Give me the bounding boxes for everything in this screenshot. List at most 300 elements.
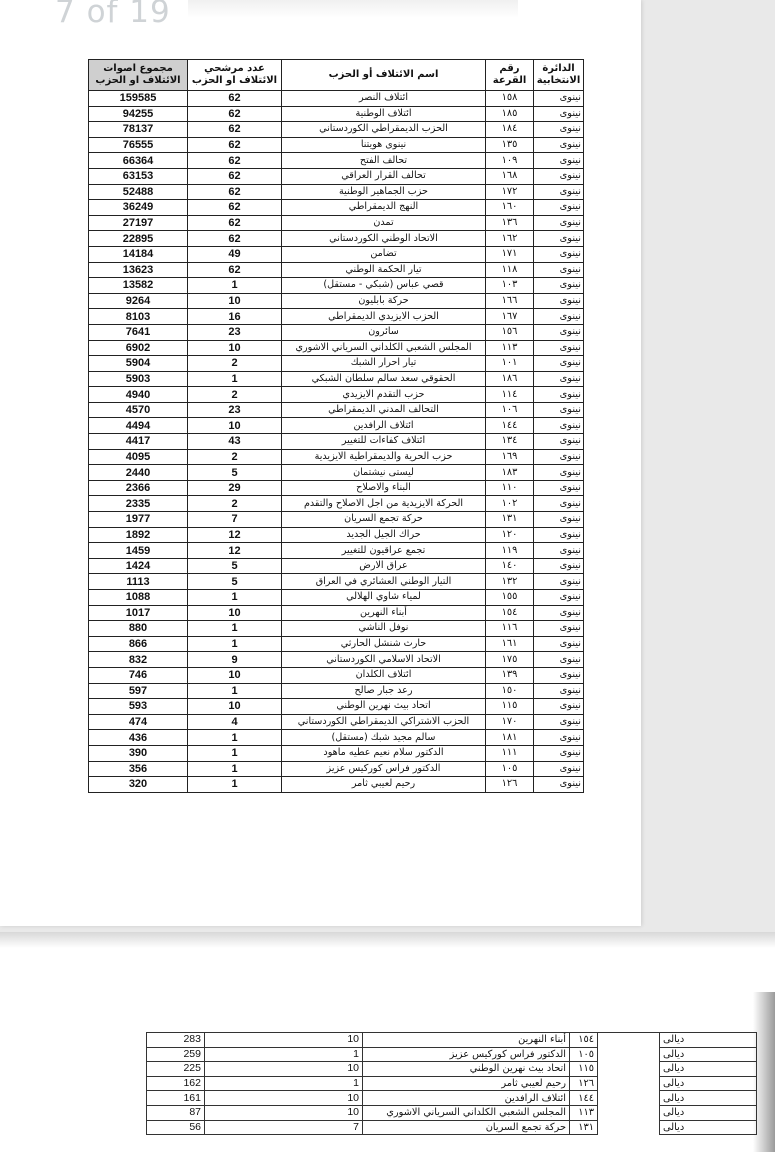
candidate-count-cell: 2	[188, 387, 282, 403]
table-row	[89, 184, 584, 200]
ballot-number-cell: ١٣١	[486, 512, 534, 528]
spacer-cell	[598, 1076, 660, 1091]
party-name-cell: تجمع عراقيون للتغيير	[282, 543, 486, 559]
ballot-number-cell: ١٦٨	[486, 168, 534, 184]
candidate-count-cell: 1	[205, 1047, 363, 1062]
table-row	[89, 605, 584, 621]
district-cell: نينوى	[534, 449, 584, 465]
ballot-number-cell: ١٢٠	[486, 527, 534, 543]
party-name-cell: المجلس الشعبي الكلداني السرياني الاشوري	[282, 340, 486, 356]
vote-total-cell: 1977	[89, 512, 188, 528]
table-row	[89, 667, 584, 683]
ballot-number-cell: ١٨٣	[486, 465, 534, 481]
page-indicator: 7 of 19	[55, 0, 171, 30]
vote-total-cell: 597	[89, 683, 188, 699]
table-row	[89, 590, 584, 606]
party-name-cell: اتحاد بيث نهرين الوطني	[282, 699, 486, 715]
party-name-cell: التحالف المدني الديمقراطي	[282, 402, 486, 418]
district-cell: نينوى	[534, 543, 584, 559]
table-row	[147, 1047, 757, 1062]
table-row	[89, 761, 584, 777]
candidate-count-cell: 16	[188, 309, 282, 325]
header-candidate-count: عدد مرشحي الائتلاف او الحزب	[188, 60, 282, 91]
candidate-count-cell: 1	[188, 278, 282, 294]
candidate-count-cell: 62	[188, 200, 282, 216]
district-cell: نينوى	[534, 356, 584, 372]
district-cell: نينوى	[534, 434, 584, 450]
candidate-count-cell: 62	[188, 262, 282, 278]
diyala-results-table	[146, 1032, 757, 1135]
district-cell: نينوى	[534, 777, 584, 793]
ballot-number-cell: ١٧٥	[486, 652, 534, 668]
district-cell: نينوى	[534, 558, 584, 574]
table-row	[89, 714, 584, 730]
table-row	[89, 496, 584, 512]
party-name-cell: حراك الجيل الجديد	[282, 527, 486, 543]
ballot-number-cell: ١٥٦	[486, 324, 534, 340]
table-row	[89, 449, 584, 465]
results-table	[88, 59, 584, 793]
party-name-cell: سائرون	[282, 324, 486, 340]
table-row	[147, 1076, 757, 1091]
ballot-number-cell: ١٣٥	[486, 137, 534, 153]
vote-total-cell: 1113	[89, 574, 188, 590]
candidate-count-cell: 62	[188, 91, 282, 107]
table-row	[89, 200, 584, 216]
table-header-row	[89, 60, 584, 91]
table-row	[89, 309, 584, 325]
ballot-number-cell: ١٢٦	[570, 1076, 598, 1091]
header-district: الدائرة الانتخابية	[534, 60, 584, 91]
ballot-number-cell: ١٨٦	[486, 371, 534, 387]
party-name-cell: رحيم لعيبي ثامر	[282, 777, 486, 793]
ballot-number-cell: ١٧٠	[486, 714, 534, 730]
spacer-cell	[598, 1105, 660, 1120]
party-name-cell: ائتلاف الوطنية	[282, 106, 486, 122]
candidate-count-cell: 29	[188, 480, 282, 496]
table-row	[89, 371, 584, 387]
district-cell: نينوى	[534, 324, 584, 340]
district-cell: نينوى	[534, 106, 584, 122]
vote-total-cell: 162	[147, 1076, 205, 1091]
party-name-cell: ائتلاف الكلدان	[282, 667, 486, 683]
party-name-cell: أبناء النهرين	[282, 605, 486, 621]
ballot-number-cell: ١٠١	[486, 356, 534, 372]
district-cell: نينوى	[534, 574, 584, 590]
vote-total-cell: 2366	[89, 480, 188, 496]
candidate-count-cell: 1	[188, 683, 282, 699]
party-name-cell: عراق الارض	[282, 558, 486, 574]
vote-total-cell: 1017	[89, 605, 188, 621]
vote-total-cell: 63153	[89, 168, 188, 184]
ballot-number-cell: ١٠٥	[486, 761, 534, 777]
candidate-count-cell: 1	[188, 590, 282, 606]
district-cell: نينوى	[534, 246, 584, 262]
table-row	[89, 91, 584, 107]
table-row	[147, 1120, 757, 1135]
ballot-number-cell: ١٠٢	[486, 496, 534, 512]
vote-total-cell: 2440	[89, 465, 188, 481]
district-cell: نينوى	[534, 293, 584, 309]
candidate-count-cell: 43	[188, 434, 282, 450]
party-name-cell: الحقوقي سعد سالم سلطان الشبكي	[282, 371, 486, 387]
party-name-cell: حزب التقدم الايزيدي	[282, 387, 486, 403]
ballot-number-cell: ١٤٤	[570, 1091, 598, 1106]
vote-total-cell: 87	[147, 1105, 205, 1120]
vote-total-cell: 161	[147, 1091, 205, 1106]
party-name-cell: لمياء شاوي الهلالي	[282, 590, 486, 606]
ballot-number-cell: ١٧٢	[486, 184, 534, 200]
table-row	[89, 402, 584, 418]
ballot-number-cell: ١٣٤	[486, 434, 534, 450]
district-cell: نينوى	[534, 683, 584, 699]
party-name-cell: نينوى هويتنا	[282, 137, 486, 153]
ballot-number-cell: ١٢٦	[486, 777, 534, 793]
vote-total-cell: 52488	[89, 184, 188, 200]
spacer-cell	[598, 1047, 660, 1062]
ballot-number-cell: ١٦١	[486, 636, 534, 652]
candidate-count-cell: 1	[188, 777, 282, 793]
results-table-body	[89, 91, 584, 793]
party-name-cell: حارث شنشل الحارثي	[282, 636, 486, 652]
ballot-number-cell: ١٦٧	[486, 309, 534, 325]
party-name-cell: سالم مجيد شبك (مستقل)	[282, 730, 486, 746]
ballot-number-cell: ١٨٤	[486, 122, 534, 138]
candidate-count-cell: 10	[188, 667, 282, 683]
candidate-count-cell: 1	[188, 621, 282, 637]
candidate-count-cell: 23	[188, 324, 282, 340]
vote-total-cell: 1424	[89, 558, 188, 574]
district-cell: ديالى	[660, 1033, 757, 1048]
table-row	[147, 1062, 757, 1077]
vote-total-cell: 259	[147, 1047, 205, 1062]
candidate-count-cell: 10	[188, 418, 282, 434]
header-party-name: اسم الائتلاف أو الحزب	[282, 60, 486, 91]
party-name-cell: النهج الديمقراطي	[282, 200, 486, 216]
district-cell: نينوى	[534, 590, 584, 606]
vote-total-cell: 56	[147, 1120, 205, 1135]
table-row	[89, 683, 584, 699]
table-row	[89, 246, 584, 262]
candidate-count-cell: 62	[188, 215, 282, 231]
ballot-number-cell: ١٦٢	[486, 231, 534, 247]
district-cell: نينوى	[534, 745, 584, 761]
candidate-count-cell: 1	[188, 636, 282, 652]
ballot-number-cell: ١١٣	[486, 340, 534, 356]
candidate-count-cell: 4	[188, 714, 282, 730]
candidate-count-cell: 62	[188, 137, 282, 153]
vote-total-cell: 94255	[89, 106, 188, 122]
candidate-count-cell: 7	[188, 512, 282, 528]
party-name-cell: الدكتور سلام نعيم عطيه ماهود	[282, 745, 486, 761]
party-name-cell: تحالف القرار العراقي	[282, 168, 486, 184]
party-name-cell: تضامن	[282, 246, 486, 262]
district-cell: نينوى	[534, 418, 584, 434]
party-name-cell: الاتحاد الاسلامي الكوردستاني	[282, 652, 486, 668]
spacer-cell	[598, 1091, 660, 1106]
district-cell: نينوى	[534, 730, 584, 746]
table-row	[89, 387, 584, 403]
spacer-cell	[598, 1033, 660, 1048]
vote-total-cell: 66364	[89, 153, 188, 169]
candidate-count-cell: 2	[188, 356, 282, 372]
candidate-count-cell: 62	[188, 168, 282, 184]
party-name-cell: التيار الوطني العشائري في العراق	[282, 574, 486, 590]
candidate-count-cell: 62	[188, 184, 282, 200]
candidate-count-cell: 1	[188, 761, 282, 777]
party-name-cell: تمدن	[282, 215, 486, 231]
district-cell: نينوى	[534, 496, 584, 512]
table-row	[89, 215, 584, 231]
district-cell: ديالى	[660, 1105, 757, 1120]
vote-total-cell: 13582	[89, 278, 188, 294]
district-cell: نينوى	[534, 621, 584, 637]
district-cell: نينوى	[534, 278, 584, 294]
candidate-count-cell: 62	[188, 153, 282, 169]
header-vote-total: مجموع اصوات الائتلاف او الحزب	[89, 60, 188, 91]
candidate-count-cell: 7	[205, 1120, 363, 1135]
party-name-cell: الدكتور فراس كوركيس عزيز	[282, 761, 486, 777]
vote-total-cell: 283	[147, 1033, 205, 1048]
vote-total-cell: 320	[89, 777, 188, 793]
party-name-cell: المجلس الشعبي الكلداني السرياني الاشوري	[363, 1105, 570, 1120]
district-cell: نينوى	[534, 605, 584, 621]
party-name-cell: ائتلاف كفاءات للتغيير	[282, 434, 486, 450]
table-row	[89, 324, 584, 340]
candidate-count-cell: 49	[188, 246, 282, 262]
vote-total-cell: 225	[147, 1062, 205, 1077]
ballot-number-cell: ١٣٢	[486, 574, 534, 590]
party-name-cell: رحيم لعيبي ثامر	[363, 1076, 570, 1091]
viewer-top-band	[188, 0, 518, 18]
party-name-cell: الحزب الايزيدي الديمقراطي	[282, 309, 486, 325]
table-row	[147, 1033, 757, 1048]
vote-total-cell: 36249	[89, 200, 188, 216]
vote-total-cell: 5904	[89, 356, 188, 372]
vote-total-cell: 866	[89, 636, 188, 652]
ballot-number-cell: ١٠٩	[486, 153, 534, 169]
table-row	[89, 652, 584, 668]
vote-total-cell: 1892	[89, 527, 188, 543]
vote-total-cell: 9264	[89, 293, 188, 309]
candidate-count-cell: 2	[188, 449, 282, 465]
table-row	[89, 512, 584, 528]
party-name-cell: رعد جبار صالح	[282, 683, 486, 699]
vote-total-cell: 390	[89, 745, 188, 761]
vote-total-cell: 2335	[89, 496, 188, 512]
ballot-number-cell: ١١٨	[486, 262, 534, 278]
table-row	[89, 340, 584, 356]
vote-total-cell: 593	[89, 699, 188, 715]
party-name-cell: حركة تجمع السريان	[363, 1120, 570, 1135]
district-cell: ديالى	[660, 1076, 757, 1091]
candidate-count-cell: 5	[188, 558, 282, 574]
party-name-cell: حركة بابليون	[282, 293, 486, 309]
candidate-count-cell: 23	[188, 402, 282, 418]
spacer-cell	[598, 1120, 660, 1135]
vote-total-cell: 4095	[89, 449, 188, 465]
page-gap-shadow	[0, 932, 775, 948]
district-cell: نينوى	[534, 168, 584, 184]
table-row	[89, 480, 584, 496]
vote-total-cell: 4940	[89, 387, 188, 403]
district-cell: نينوى	[534, 699, 584, 715]
district-cell: نينوى	[534, 215, 584, 231]
table-row	[89, 293, 584, 309]
party-name-cell: تحالف الفتح	[282, 153, 486, 169]
ballot-number-cell: ١٥٤	[570, 1033, 598, 1048]
district-cell: نينوى	[534, 402, 584, 418]
ballot-number-cell: ١١٥	[486, 699, 534, 715]
spacer-cell	[598, 1062, 660, 1077]
district-cell: نينوى	[534, 387, 584, 403]
ballot-number-cell: ١٤٠	[486, 558, 534, 574]
ballot-number-cell: ١٦٩	[486, 449, 534, 465]
candidate-count-cell: 10	[205, 1033, 363, 1048]
district-cell: نينوى	[534, 636, 584, 652]
table-row	[89, 153, 584, 169]
candidate-count-cell: 1	[188, 730, 282, 746]
table-row	[89, 621, 584, 637]
district-cell: ديالى	[660, 1062, 757, 1077]
party-name-cell: تيار الحكمة الوطني	[282, 262, 486, 278]
table-row	[89, 278, 584, 294]
ballot-number-cell: ١٣١	[570, 1120, 598, 1135]
party-name-cell: ائتلاف النصر	[282, 91, 486, 107]
district-cell: ديالى	[660, 1120, 757, 1135]
candidate-count-cell: 62	[188, 122, 282, 138]
party-name-cell: الاتحاد الوطني الكوردستاني	[282, 231, 486, 247]
next-page-fragment	[0, 932, 775, 1152]
district-cell: نينوى	[534, 465, 584, 481]
vote-total-cell: 76555	[89, 137, 188, 153]
vote-total-cell: 6902	[89, 340, 188, 356]
table-row	[89, 168, 584, 184]
table-row	[89, 527, 584, 543]
ballot-number-cell: ١٠٥	[570, 1047, 598, 1062]
table-row	[89, 106, 584, 122]
ballot-number-cell: ١٦٦	[486, 293, 534, 309]
candidate-count-cell: 10	[205, 1062, 363, 1077]
table-row	[89, 745, 584, 761]
table-row	[89, 543, 584, 559]
vote-total-cell: 8103	[89, 309, 188, 325]
table-row	[89, 356, 584, 372]
vote-total-cell: 7641	[89, 324, 188, 340]
district-cell: نينوى	[534, 480, 584, 496]
table-row	[89, 699, 584, 715]
candidate-count-cell: 10	[188, 605, 282, 621]
district-cell: نينوى	[534, 137, 584, 153]
ballot-number-cell: ١٥٥	[486, 590, 534, 606]
candidate-count-cell: 1	[205, 1076, 363, 1091]
table-row	[89, 574, 584, 590]
ballot-number-cell: ١٦٠	[486, 200, 534, 216]
candidate-count-cell: 12	[188, 543, 282, 559]
vote-total-cell: 4494	[89, 418, 188, 434]
district-cell: نينوى	[534, 153, 584, 169]
candidate-count-cell: 10	[188, 340, 282, 356]
district-cell: نينوى	[534, 340, 584, 356]
vote-total-cell: 5903	[89, 371, 188, 387]
table-row	[89, 434, 584, 450]
party-name-cell: حزب الحرية والديمقراطية الايزيدية	[282, 449, 486, 465]
table-row	[89, 636, 584, 652]
candidate-count-cell: 12	[188, 527, 282, 543]
candidate-count-cell: 5	[188, 574, 282, 590]
ballot-number-cell: ١٣٩	[486, 667, 534, 683]
ballot-number-cell: ١٥٠	[486, 683, 534, 699]
table-row	[89, 137, 584, 153]
district-cell: نينوى	[534, 184, 584, 200]
party-name-cell: الحركة الايزيدية من اجل الاصلاح والتقدم	[282, 496, 486, 512]
district-cell: نينوى	[534, 231, 584, 247]
district-cell: نينوى	[534, 262, 584, 278]
vote-total-cell: 436	[89, 730, 188, 746]
table-row	[89, 558, 584, 574]
party-name-cell: الدكتور فراس كوركيس عزيز	[363, 1047, 570, 1062]
district-cell: ديالى	[660, 1047, 757, 1062]
party-name-cell: ائتلاف الرافدين	[282, 418, 486, 434]
party-name-cell: نوفل الناشي	[282, 621, 486, 637]
diyala-results-body	[147, 1033, 757, 1135]
candidate-count-cell: 10	[205, 1091, 363, 1106]
ballot-number-cell: ١٧١	[486, 246, 534, 262]
vote-total-cell: 14184	[89, 246, 188, 262]
vote-total-cell: 4570	[89, 402, 188, 418]
candidate-count-cell: 62	[188, 231, 282, 247]
vote-total-cell: 474	[89, 714, 188, 730]
party-name-cell: البناء والاصلاح	[282, 480, 486, 496]
candidate-count-cell: 10	[188, 699, 282, 715]
table-row	[89, 122, 584, 138]
candidate-count-cell: 10	[205, 1105, 363, 1120]
vote-total-cell: 1088	[89, 590, 188, 606]
vote-total-cell: 746	[89, 667, 188, 683]
candidate-count-cell: 10	[188, 293, 282, 309]
table-row	[89, 465, 584, 481]
district-cell: نينوى	[534, 652, 584, 668]
ballot-number-cell: ١١٣	[570, 1105, 598, 1120]
vote-total-cell: 27197	[89, 215, 188, 231]
district-cell: نينوى	[534, 122, 584, 138]
district-cell: ديالى	[660, 1091, 757, 1106]
ballot-number-cell: ١١٥	[570, 1062, 598, 1077]
vote-total-cell: 880	[89, 621, 188, 637]
party-name-cell: حزب الجماهير الوطنية	[282, 184, 486, 200]
district-cell: نينوى	[534, 309, 584, 325]
district-cell: نينوى	[534, 512, 584, 528]
table-row	[89, 777, 584, 793]
district-cell: نينوى	[534, 527, 584, 543]
candidate-count-cell: 1	[188, 371, 282, 387]
table-row	[89, 730, 584, 746]
vote-total-cell: 22895	[89, 231, 188, 247]
party-name-cell: ليستى نيشتمان	[282, 465, 486, 481]
district-cell: نينوى	[534, 91, 584, 107]
party-name-cell: الحزب الديمقراطي الكوردستاني	[282, 122, 486, 138]
ballot-number-cell: ١٥٨	[486, 91, 534, 107]
party-name-cell: قصي عباس (شبكي - مستقل)	[282, 278, 486, 294]
vote-total-cell: 1459	[89, 543, 188, 559]
vote-total-cell: 13623	[89, 262, 188, 278]
ballot-number-cell: ١١٦	[486, 621, 534, 637]
ballot-number-cell: ١٥٤	[486, 605, 534, 621]
party-name-cell: اتحاد بيث نهرين الوطني	[363, 1062, 570, 1077]
district-cell: نينوى	[534, 714, 584, 730]
vote-total-cell: 78137	[89, 122, 188, 138]
district-cell: نينوى	[534, 371, 584, 387]
